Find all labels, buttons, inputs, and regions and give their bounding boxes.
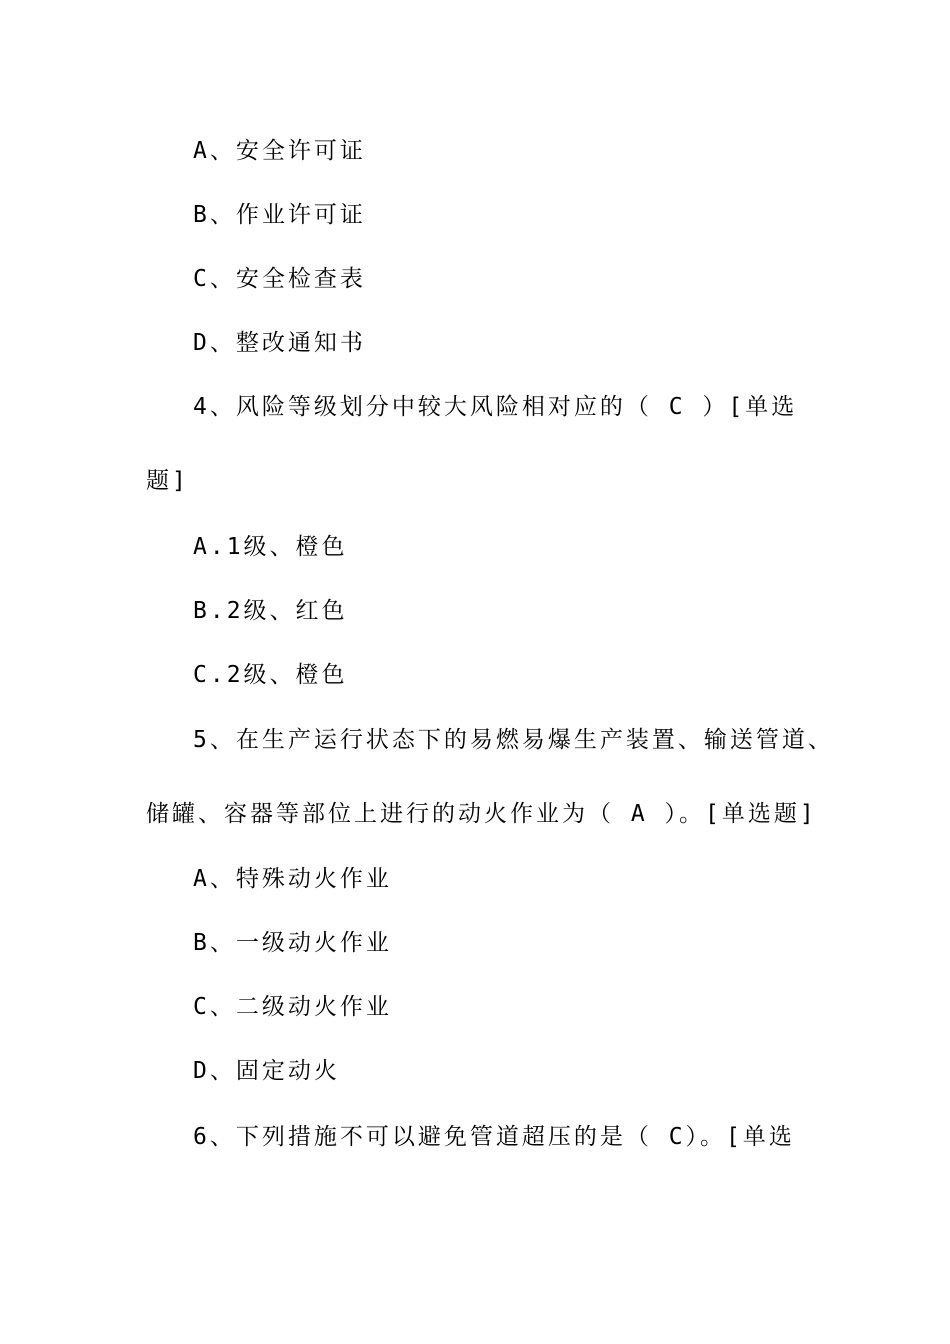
q5-question-line2: 储罐、容器等部位上进行的动火作业为（ A ）。[单选题] xyxy=(146,801,817,827)
q4-option-c: C.2级、橙色 xyxy=(193,662,348,688)
q4-question-line2: 题] xyxy=(146,468,189,494)
q6-question-line1: 6、下列措施不可以避免管道超压的是（ C）。[单选 xyxy=(193,1124,795,1150)
q3-option-d: D、整改通知书 xyxy=(193,330,366,356)
q5-option-d: D、固定动火 xyxy=(193,1058,340,1084)
q5-option-c: C、二级动火作业 xyxy=(193,994,392,1020)
q3-option-b: B、作业许可证 xyxy=(193,202,366,228)
q4-option-a: A.1级、橙色 xyxy=(193,534,348,560)
q3-option-a: A、安全许可证 xyxy=(193,138,366,164)
q4-option-b: B.2级、红色 xyxy=(193,598,348,624)
q5-option-b: B、一级动火作业 xyxy=(193,930,392,956)
q5-option-a: A、特殊动火作业 xyxy=(193,866,392,892)
q5-question-line1: 5、在生产运行状态下的易燃易爆生产装置、输送管道、 xyxy=(193,727,834,753)
q4-question-line1: 4、风险等级划分中较大风险相对应的（ C ）[单选 xyxy=(193,394,798,420)
q3-option-c: C、安全检查表 xyxy=(193,266,366,292)
